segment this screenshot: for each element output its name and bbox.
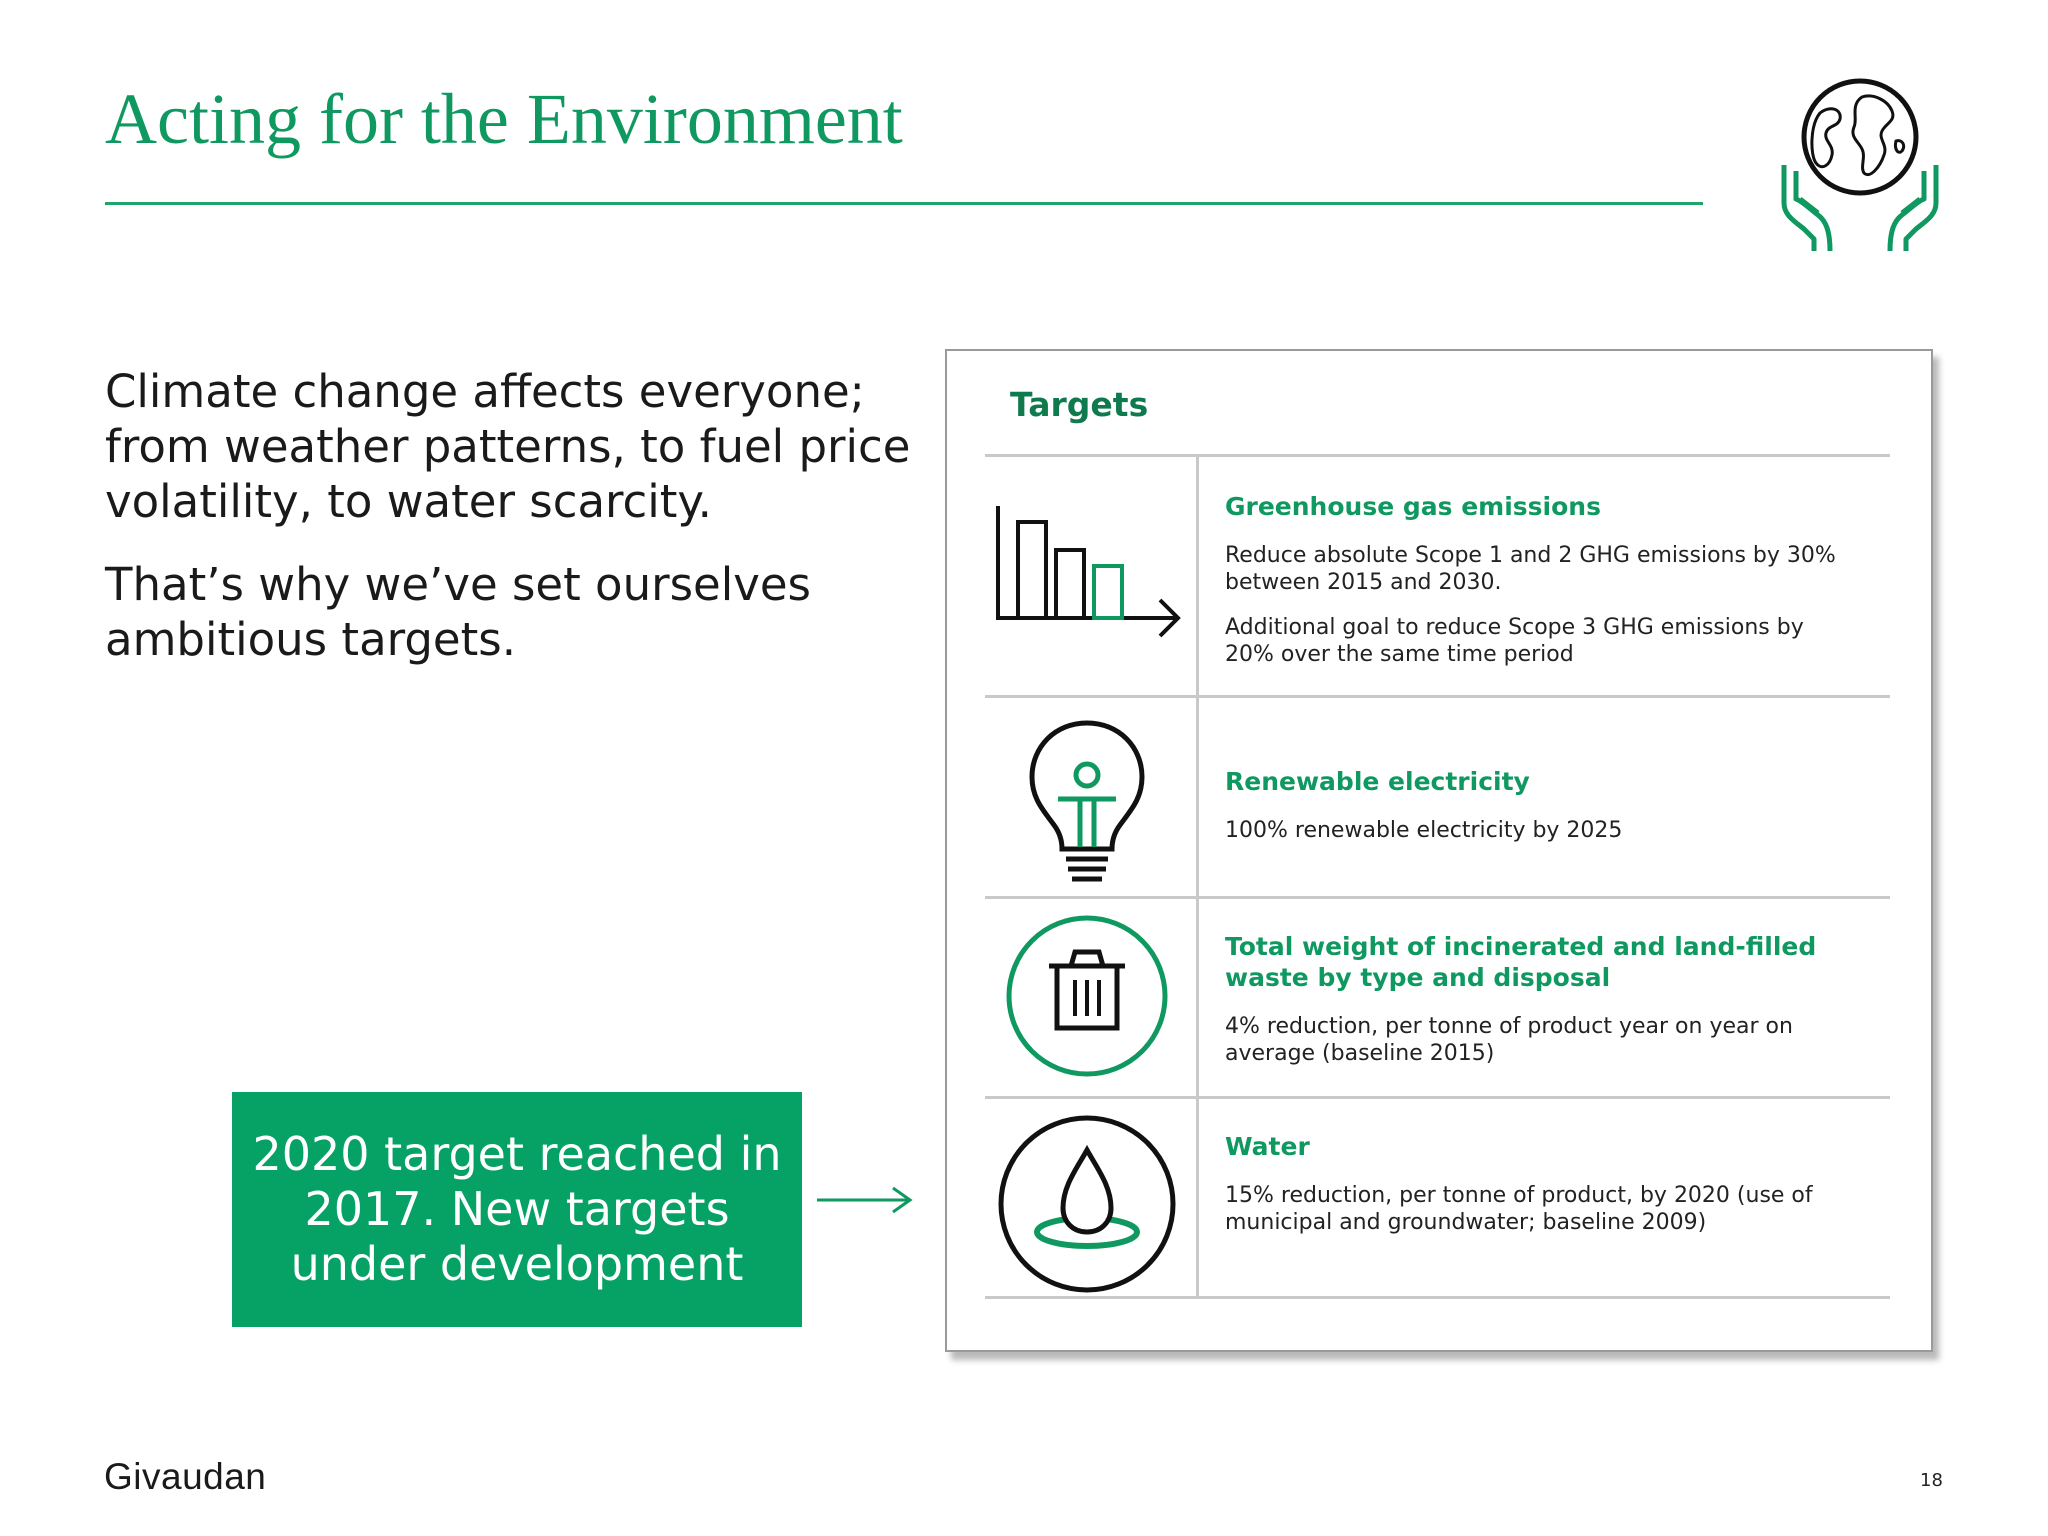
slide-title: Acting for the Environment — [105, 79, 903, 159]
target-row-waste — [1225, 931, 1855, 1067]
target-heading: Total weight of incinerated and land-filled waste by type and disposal — [1225, 932, 1817, 992]
lightbulb-person-icon — [1022, 719, 1152, 884]
row-divider — [985, 896, 1890, 899]
target-heading: Renewable electricity — [1225, 767, 1530, 796]
target-body: Reduce absolute Scope 1 and 2 GHG emissions by 30% between 2015 and 2030. — [1225, 543, 1836, 595]
title-divider — [105, 202, 1703, 205]
target-body: 4% reduction, per tonne of product year on year on average (baseline 2015) — [1225, 1014, 1793, 1066]
column-divider — [1196, 454, 1199, 1299]
right-arrow-icon — [815, 1184, 915, 1216]
target-body: 15% reduction, per tonne of product, by 2020 (use of municipal and groundwater; baseline 2009) — [1225, 1183, 1813, 1235]
declining-bar-chart-icon — [992, 506, 1192, 656]
targets-panel — [945, 349, 1933, 1352]
row-divider — [985, 1296, 1890, 1299]
target-body: Additional goal to reduce Scope 3 GHG emissions by 20% over the same time period — [1225, 615, 1804, 667]
target-callout — [232, 1092, 802, 1327]
row-divider — [985, 1096, 1890, 1099]
row-divider — [985, 695, 1890, 698]
intro-paragraph: Climate change affects everyone; from weather patterns, to fuel price volatility, to water scarcity. — [105, 365, 911, 528]
page-number: 18 — [1920, 1470, 1943, 1491]
target-heading: Greenhouse gas emissions — [1225, 492, 1601, 521]
water-drop-icon — [997, 1114, 1177, 1294]
intro-paragraph: That’s why we’ve set ourselves ambitious targets. — [105, 558, 811, 666]
target-row-electricity — [1225, 766, 1855, 844]
target-row-ghg — [1225, 491, 1855, 668]
callout-text: 2020 target reached in 2017. New targets under development — [252, 1127, 782, 1291]
targets-title: Targets — [1010, 385, 1149, 424]
givaudan-logo: Givaudan — [104, 1456, 267, 1497]
target-row-water — [1225, 1131, 1855, 1236]
row-divider — [985, 454, 1890, 457]
intro-text — [105, 364, 925, 667]
trash-bin-icon — [1005, 914, 1170, 1079]
target-body: 100% renewable electricity by 2025 — [1225, 818, 1623, 843]
globe-in-hands-icon — [1770, 75, 1950, 255]
target-heading: Water — [1225, 1132, 1310, 1161]
